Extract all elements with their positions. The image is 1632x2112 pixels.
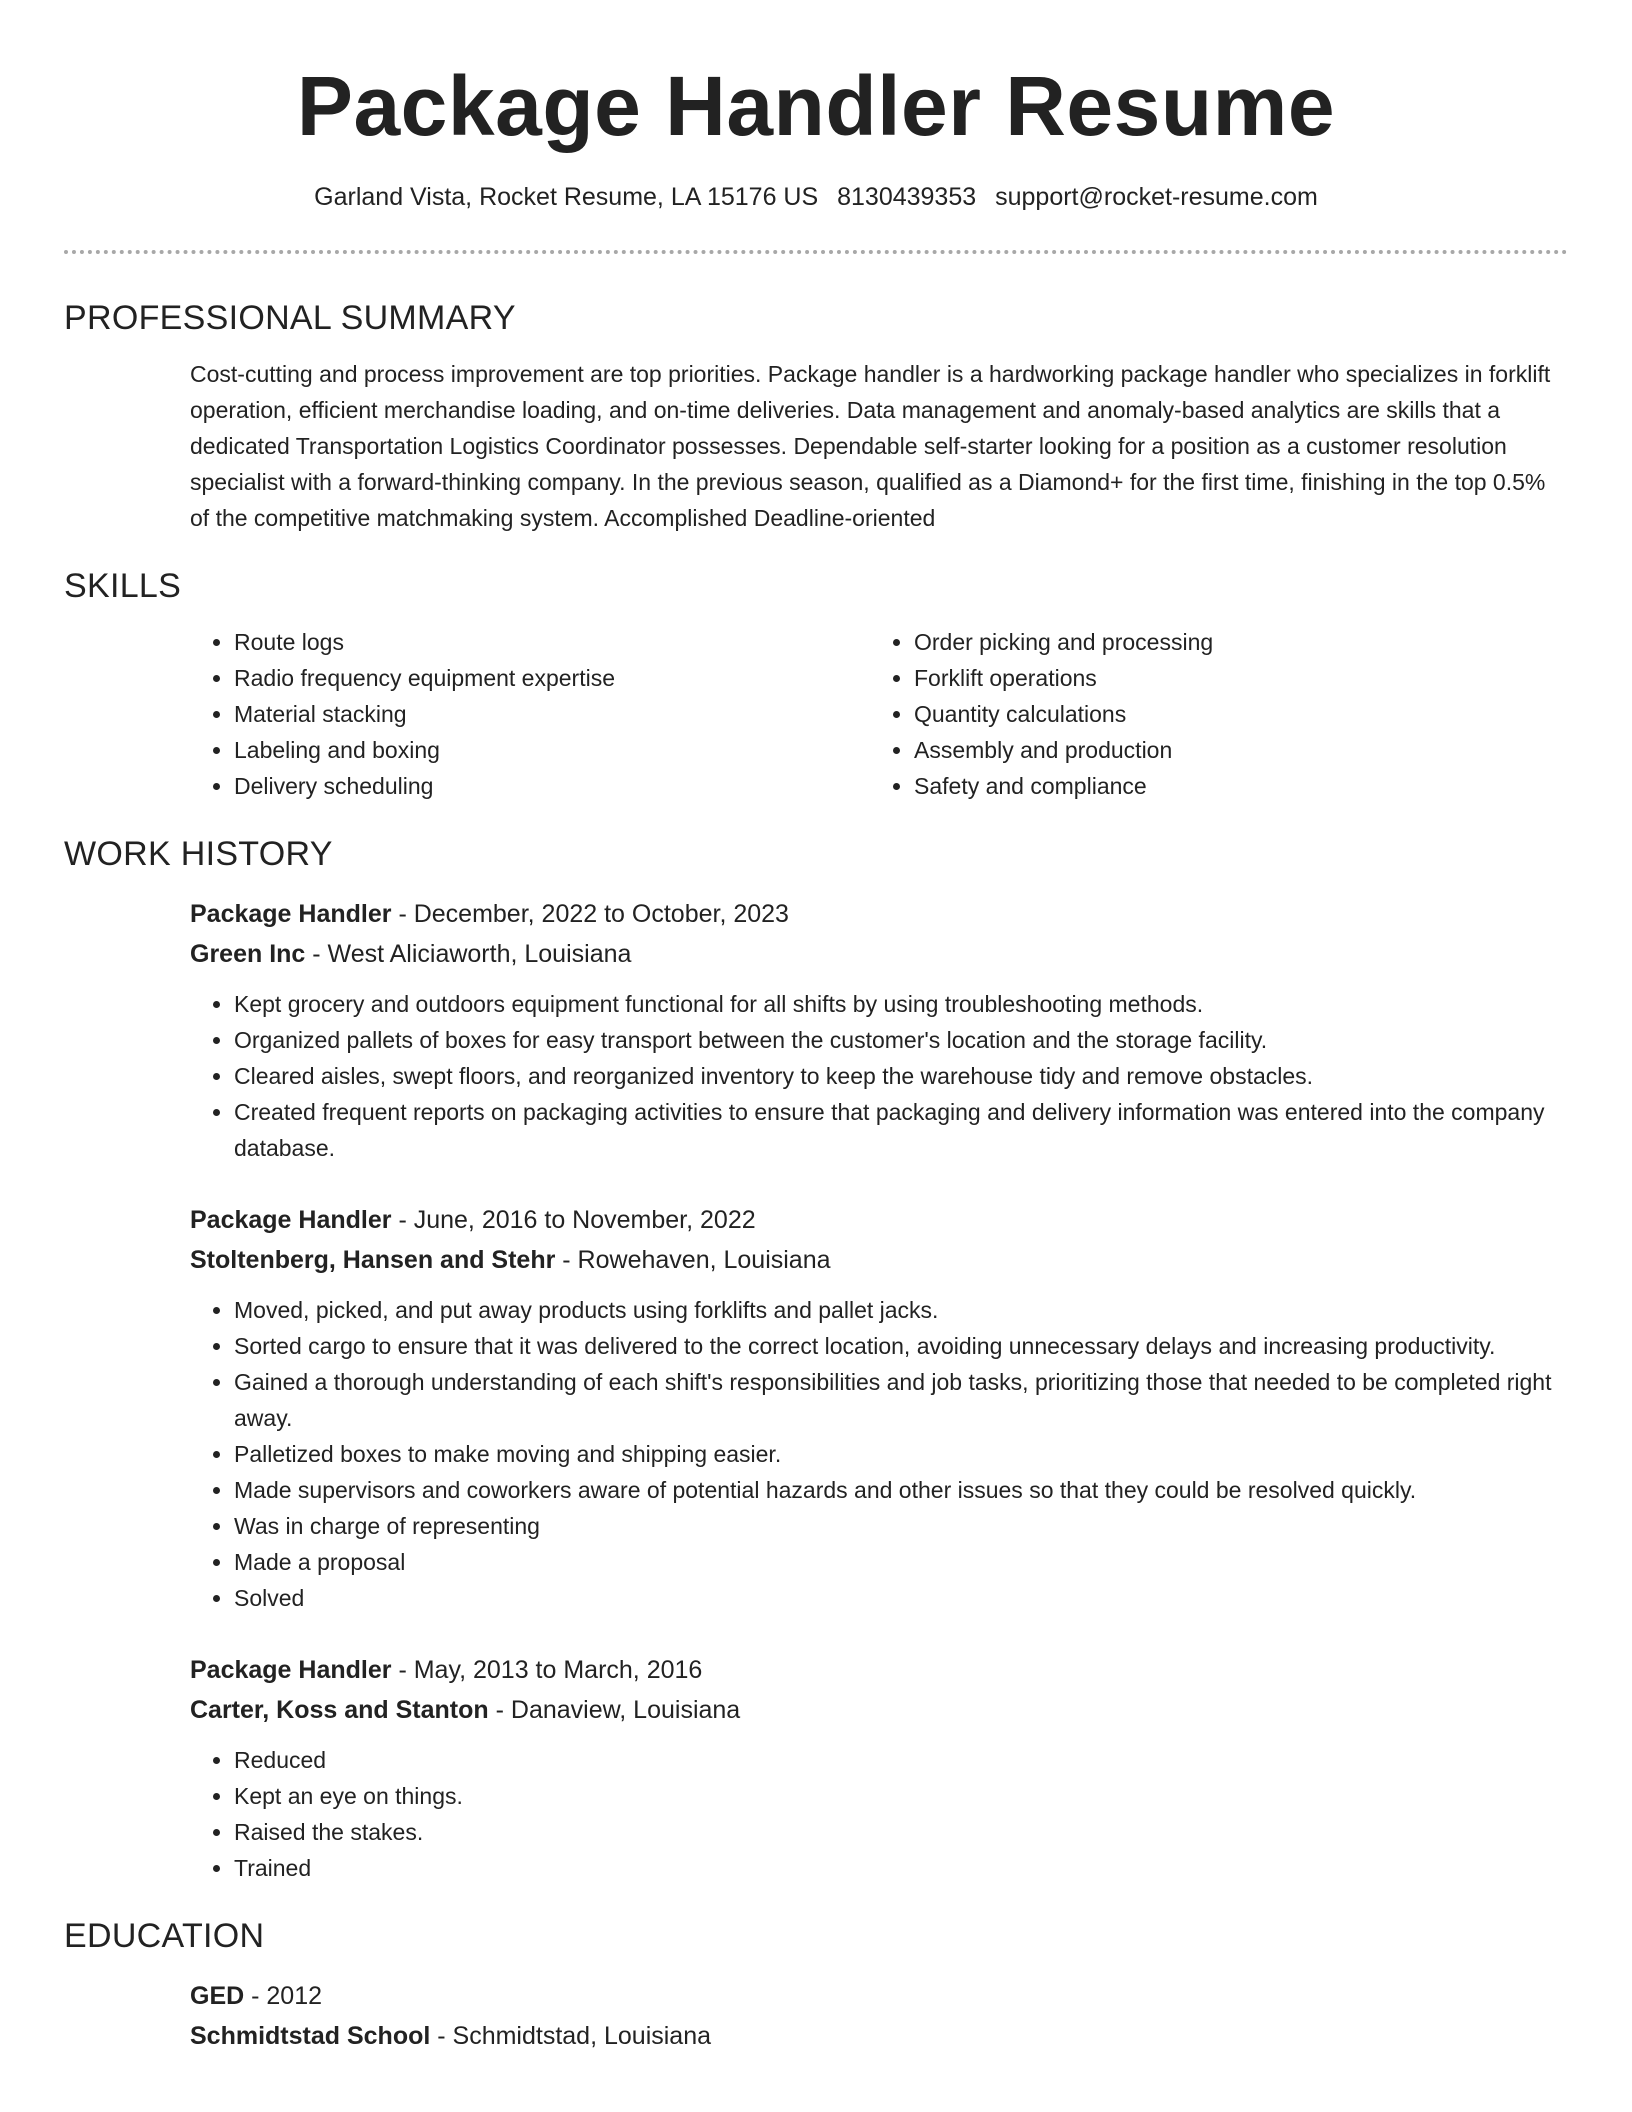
job-bullet: • Kept an eye on things. xyxy=(234,1778,1568,1814)
education-location: - Schmidtstad, Louisiana xyxy=(430,2022,712,2050)
summary-section xyxy=(64,296,1568,536)
job-entry xyxy=(64,1650,1568,1886)
job-dates: - May, 2013 to March, 2016 xyxy=(391,1656,703,1684)
contact-line xyxy=(0,180,1632,214)
job-bullet: • Created frequent reports on packaging activities to ensure that packaging and delivery information was entered into the company database. xyxy=(234,1094,1568,1166)
education-year: - 2012 xyxy=(244,1982,323,2010)
skills-list xyxy=(64,624,1568,804)
job-location: - Rowehaven, Louisiana xyxy=(555,1246,831,1274)
summary-heading: PROFESSIONAL SUMMARY xyxy=(64,299,516,337)
job-bullet: • Gained a thorough understanding of each shift's responsibilities and job tasks, prioritizing those that needed to be completed right away. xyxy=(234,1364,1568,1436)
skill-item: • Material stacking xyxy=(234,696,870,732)
work-history-heading: WORK HISTORY xyxy=(64,835,333,873)
job-bullet: • Made a proposal xyxy=(234,1544,1568,1580)
education-heading: EDUCATION xyxy=(64,1917,265,1955)
job-entry xyxy=(64,1200,1568,1616)
job-bullet: • Moved, picked, and put away products using forklifts and pallet jacks. xyxy=(234,1292,1568,1328)
job-company-line xyxy=(190,1240,1568,1280)
resume-title: Package Handler Resume xyxy=(296,59,1336,153)
job-role: Package Handler xyxy=(190,1206,392,1234)
job-bullet: • Raised the stakes. xyxy=(234,1814,1568,1850)
skill-item: • Route logs xyxy=(234,624,870,660)
resume-body xyxy=(64,296,1568,2056)
job-bullet: • Solved xyxy=(234,1580,1568,1616)
skill-item: • Order picking and processing xyxy=(914,624,1550,660)
job-company: Carter, Koss and Stanton xyxy=(190,1696,489,1724)
job-role-line xyxy=(190,1650,1568,1690)
contact-address: Garland Vista, Rocket Resume, LA 15176 US xyxy=(314,183,819,211)
education-degree-line xyxy=(190,1976,1568,2016)
skill-item: • Assembly and production xyxy=(914,732,1550,768)
skills-column-left xyxy=(190,624,870,804)
skills-section xyxy=(64,564,1568,804)
skill-item: • Safety and compliance xyxy=(914,768,1550,804)
job-location: - West Aliciaworth, Louisiana xyxy=(305,940,632,968)
job-company-line xyxy=(190,1690,1568,1730)
job-entry xyxy=(64,894,1568,1166)
education-school-line xyxy=(190,2016,1568,2056)
job-location: - Danaview, Louisiana xyxy=(488,1696,741,1724)
job-company: Stoltenberg, Hansen and Stehr xyxy=(190,1246,556,1274)
skill-item: • Radio frequency equipment expertise xyxy=(234,660,870,696)
education-entry xyxy=(64,1976,1568,2056)
job-bullet: • Reduced xyxy=(234,1742,1568,1778)
job-role-line xyxy=(190,1200,1568,1240)
job-bullet: • Was in charge of representing xyxy=(234,1508,1568,1544)
skill-item: • Forklift operations xyxy=(914,660,1550,696)
job-company-line xyxy=(190,934,1568,974)
education-degree: GED xyxy=(190,1982,245,2010)
job-role: Package Handler xyxy=(190,1656,392,1684)
skills-column-right xyxy=(870,624,1550,804)
job-bullet: • Trained xyxy=(234,1850,1568,1886)
skill-item: • Labeling and boxing xyxy=(234,732,870,768)
contact-phone: 8130439353 xyxy=(837,183,977,211)
job-bullets xyxy=(190,1292,1568,1616)
contact-email: support@rocket-resume.com xyxy=(995,183,1318,211)
job-bullet: • Sorted cargo to ensure that it was delivered to the correct location, avoiding unnecessary delays and increasing productivity. xyxy=(234,1328,1568,1364)
job-bullet: • Palletized boxes to make moving and shipping easier. xyxy=(234,1436,1568,1472)
job-bullet: • Kept grocery and outdoors equipment functional for all shifts by using troubleshooting methods. xyxy=(234,986,1568,1022)
job-bullets xyxy=(190,986,1568,1166)
work-history-section xyxy=(64,832,1568,1886)
education-school: Schmidtstad School xyxy=(190,2022,431,2050)
job-bullets xyxy=(190,1742,1568,1886)
header-divider xyxy=(64,250,1568,254)
job-bullet: • Organized pallets of boxes for easy transport between the customer's location and the storage facility. xyxy=(234,1022,1568,1058)
summary-text: Cost-cutting and process improvement are top priorities. Package handler is a hardworking package handler who specializes in forklift operation, efficient merchandise loading, and on-time deliveries. Data management and anomaly-based analytics are skills that a dedicated Transportation Logistics Coordinator possesses. Dependable self-starter looking for a position as a customer resolution specialist with a forward-thinking company. In the previous season, qualified as a Diamond+ for the first time, finishing in the top 0.5% of the competitive matchmaking system. Accomplished Deadline-oriented xyxy=(190,361,1551,531)
skill-item: • Quantity calculations xyxy=(914,696,1550,732)
job-dates: - December, 2022 to October, 2023 xyxy=(391,900,789,928)
skill-item: • Delivery scheduling xyxy=(234,768,870,804)
job-bullet: • Cleared aisles, swept floors, and reorganized inventory to keep the warehouse tidy and remove obstacles. xyxy=(234,1058,1568,1094)
education-section xyxy=(64,1914,1568,2056)
job-dates: - June, 2016 to November, 2022 xyxy=(391,1206,756,1234)
job-bullet: • Made supervisors and coworkers aware of potential hazards and other issues so that they could be resolved quickly. xyxy=(234,1472,1568,1508)
skills-heading: SKILLS xyxy=(64,567,182,605)
job-role: Package Handler xyxy=(190,900,392,928)
job-role-line xyxy=(190,894,1568,934)
job-company: Green Inc xyxy=(190,940,306,968)
